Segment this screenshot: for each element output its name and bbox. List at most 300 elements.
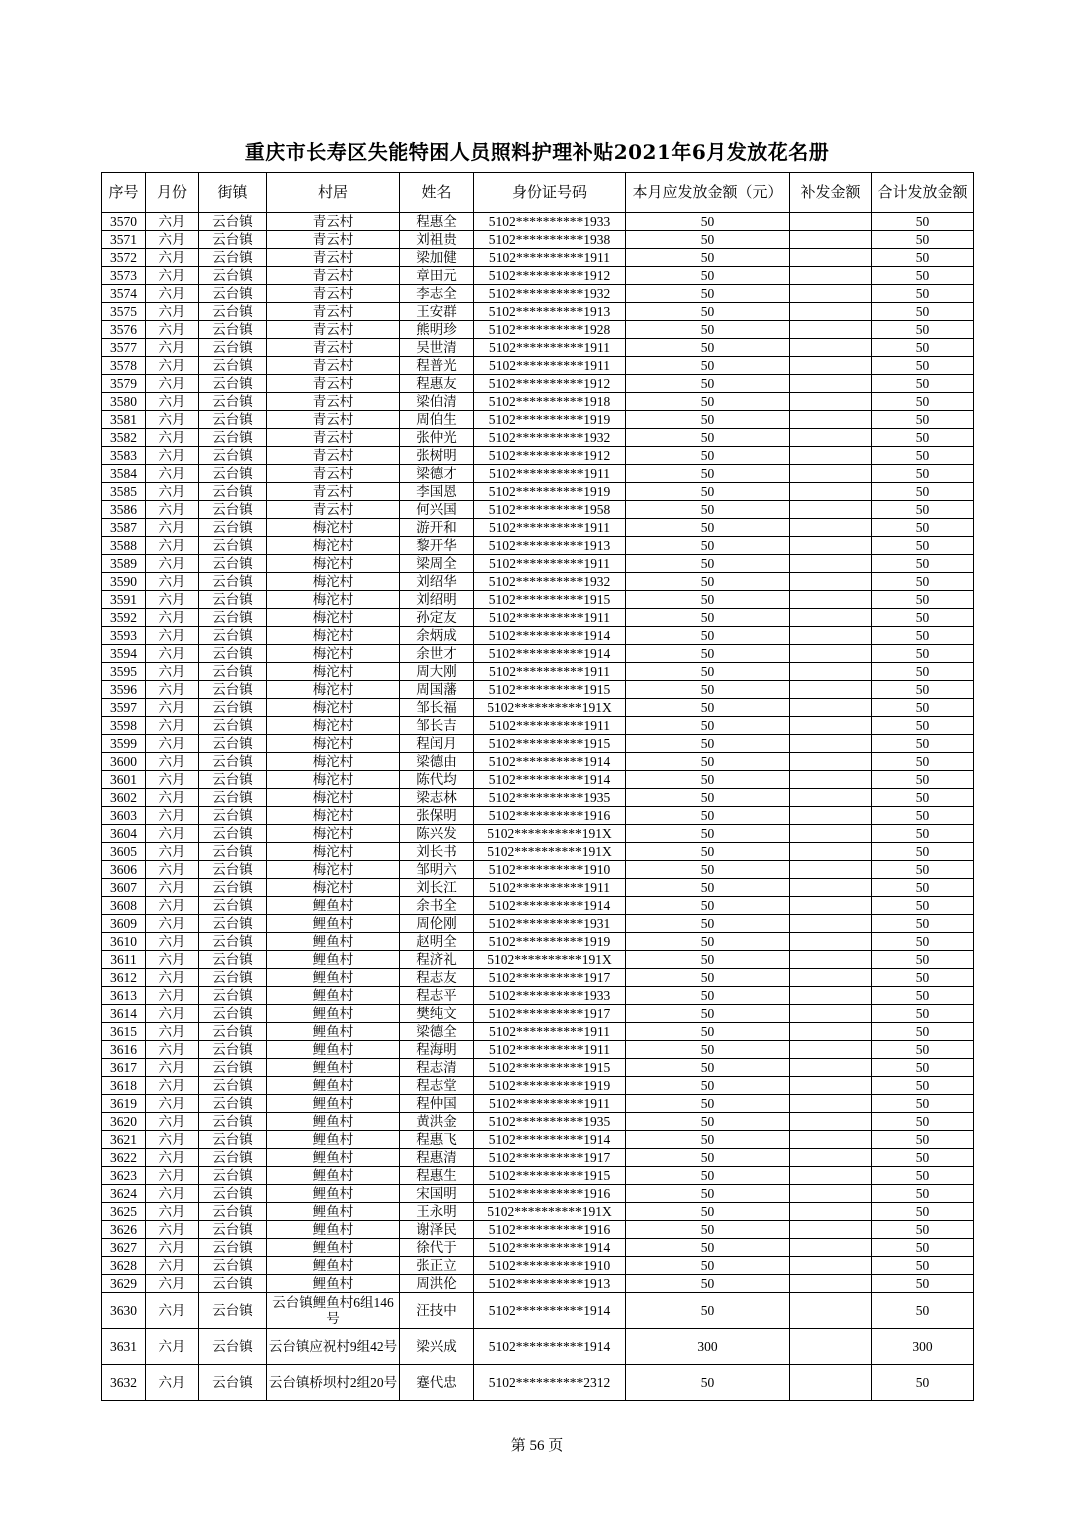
village-cell: 青云村 xyxy=(267,483,400,501)
village-cell: 鲤鱼村 xyxy=(267,1041,400,1059)
supplement-amount-cell xyxy=(790,951,872,969)
supplement-amount-cell xyxy=(790,1077,872,1095)
town-cell: 云台镇 xyxy=(199,1077,267,1095)
col-header-village: 村居 xyxy=(267,173,400,213)
table-row xyxy=(102,1203,974,1221)
month-cell: 六月 xyxy=(146,1293,199,1329)
seq-cell: 3583 xyxy=(102,447,146,465)
id-number-cell: 5102**********1914 xyxy=(474,627,626,645)
seq-cell: 3594 xyxy=(102,645,146,663)
name-cell: 游开和 xyxy=(400,519,474,537)
seq-cell: 3623 xyxy=(102,1167,146,1185)
table-row xyxy=(102,843,974,861)
due-amount-cell: 50 xyxy=(626,285,790,303)
supplement-amount-cell xyxy=(790,447,872,465)
id-number-cell: 5102**********191X xyxy=(474,843,626,861)
village-cell: 青云村 xyxy=(267,447,400,465)
id-number-cell: 5102**********1911 xyxy=(474,519,626,537)
table-row xyxy=(102,375,974,393)
name-cell: 程济礼 xyxy=(400,951,474,969)
total-amount-cell: 50 xyxy=(872,393,974,411)
village-cell: 青云村 xyxy=(267,303,400,321)
village-cell: 梅沱村 xyxy=(267,843,400,861)
due-amount-cell: 50 xyxy=(626,771,790,789)
town-cell: 云台镇 xyxy=(199,573,267,591)
supplement-amount-cell xyxy=(790,699,872,717)
town-cell: 云台镇 xyxy=(199,231,267,249)
id-number-cell: 5102**********1911 xyxy=(474,1041,626,1059)
town-cell: 云台镇 xyxy=(199,555,267,573)
town-cell: 云台镇 xyxy=(199,609,267,627)
month-cell: 六月 xyxy=(146,429,199,447)
village-cell: 梅沱村 xyxy=(267,591,400,609)
supplement-amount-cell xyxy=(790,483,872,501)
id-number-cell: 5102**********1911 xyxy=(474,717,626,735)
town-cell: 云台镇 xyxy=(199,1221,267,1239)
name-cell: 黄洪金 xyxy=(400,1113,474,1131)
month-cell: 六月 xyxy=(146,591,199,609)
name-cell: 宋国明 xyxy=(400,1185,474,1203)
due-amount-cell: 50 xyxy=(626,537,790,555)
village-cell: 青云村 xyxy=(267,321,400,339)
seq-cell: 3578 xyxy=(102,357,146,375)
name-cell: 程仲国 xyxy=(400,1095,474,1113)
village-cell: 梅沱村 xyxy=(267,645,400,663)
due-amount-cell: 50 xyxy=(626,1203,790,1221)
month-cell: 六月 xyxy=(146,357,199,375)
total-amount-cell: 50 xyxy=(872,501,974,519)
supplement-amount-cell xyxy=(790,1167,872,1185)
id-number-cell: 5102**********1910 xyxy=(474,1257,626,1275)
total-amount-cell: 50 xyxy=(872,609,974,627)
village-cell: 青云村 xyxy=(267,429,400,447)
month-cell: 六月 xyxy=(146,1365,199,1401)
due-amount-cell: 50 xyxy=(626,933,790,951)
village-cell: 鲤鱼村 xyxy=(267,1257,400,1275)
table-row xyxy=(102,537,974,555)
id-number-cell: 5102**********1917 xyxy=(474,1005,626,1023)
total-amount-cell: 50 xyxy=(872,1203,974,1221)
town-cell: 云台镇 xyxy=(199,501,267,519)
table-row xyxy=(102,1095,974,1113)
due-amount-cell: 50 xyxy=(626,1275,790,1293)
id-number-cell: 5102**********1916 xyxy=(474,1185,626,1203)
town-cell: 云台镇 xyxy=(199,915,267,933)
name-cell: 程闰月 xyxy=(400,735,474,753)
id-number-cell: 5102**********1935 xyxy=(474,789,626,807)
total-amount-cell: 50 xyxy=(872,1239,974,1257)
seq-cell: 3572 xyxy=(102,249,146,267)
table-row xyxy=(102,285,974,303)
table-row xyxy=(102,213,974,231)
town-cell: 云台镇 xyxy=(199,1257,267,1275)
name-cell: 梁志林 xyxy=(400,789,474,807)
village-cell: 青云村 xyxy=(267,393,400,411)
name-cell: 程普光 xyxy=(400,357,474,375)
supplement-amount-cell xyxy=(790,429,872,447)
town-cell: 云台镇 xyxy=(199,411,267,429)
due-amount-cell: 50 xyxy=(626,375,790,393)
due-amount-cell: 50 xyxy=(626,393,790,411)
supplement-amount-cell xyxy=(790,879,872,897)
id-number-cell: 5102**********1911 xyxy=(474,465,626,483)
id-number-cell: 5102**********1915 xyxy=(474,1167,626,1185)
due-amount-cell: 50 xyxy=(626,717,790,735)
supplement-amount-cell xyxy=(790,1113,872,1131)
supplement-amount-cell xyxy=(790,789,872,807)
seq-cell: 3612 xyxy=(102,969,146,987)
total-amount-cell: 50 xyxy=(872,465,974,483)
due-amount-cell: 50 xyxy=(626,1167,790,1185)
table-row xyxy=(102,861,974,879)
name-cell: 张保明 xyxy=(400,807,474,825)
town-cell: 云台镇 xyxy=(199,285,267,303)
seq-cell: 3610 xyxy=(102,933,146,951)
due-amount-cell: 50 xyxy=(626,663,790,681)
supplement-amount-cell xyxy=(790,969,872,987)
month-cell: 六月 xyxy=(146,465,199,483)
name-cell: 程惠全 xyxy=(400,213,474,231)
village-cell: 梅沱村 xyxy=(267,717,400,735)
total-amount-cell: 50 xyxy=(872,249,974,267)
table-row xyxy=(102,1005,974,1023)
id-number-cell: 5102**********1914 xyxy=(474,753,626,771)
supplement-amount-cell xyxy=(790,1275,872,1293)
month-cell: 六月 xyxy=(146,1113,199,1131)
table-row xyxy=(102,1149,974,1167)
village-cell: 鲤鱼村 xyxy=(267,987,400,1005)
id-number-cell: 5102**********1918 xyxy=(474,393,626,411)
id-number-cell: 5102**********1910 xyxy=(474,861,626,879)
seq-cell: 3604 xyxy=(102,825,146,843)
col-header-name: 姓名 xyxy=(400,173,474,213)
total-amount-cell: 50 xyxy=(872,1365,974,1401)
total-amount-cell: 50 xyxy=(872,303,974,321)
table-row xyxy=(102,303,974,321)
id-number-cell: 5102**********1928 xyxy=(474,321,626,339)
due-amount-cell: 50 xyxy=(626,465,790,483)
name-cell: 梁德由 xyxy=(400,753,474,771)
village-cell: 梅沱村 xyxy=(267,537,400,555)
town-cell: 云台镇 xyxy=(199,1293,267,1329)
supplement-amount-cell xyxy=(790,231,872,249)
town-cell: 云台镇 xyxy=(199,753,267,771)
due-amount-cell: 50 xyxy=(626,555,790,573)
total-amount-cell: 50 xyxy=(872,699,974,717)
due-amount-cell: 50 xyxy=(626,267,790,285)
village-cell: 青云村 xyxy=(267,501,400,519)
seq-cell: 3626 xyxy=(102,1221,146,1239)
table-row xyxy=(102,1329,974,1365)
name-cell: 蹇代忠 xyxy=(400,1365,474,1401)
id-number-cell: 5102**********1917 xyxy=(474,969,626,987)
total-amount-cell: 50 xyxy=(872,1149,974,1167)
month-cell: 六月 xyxy=(146,447,199,465)
id-number-cell: 5102**********1917 xyxy=(474,1149,626,1167)
supplement-amount-cell xyxy=(790,1365,872,1401)
village-cell: 青云村 xyxy=(267,231,400,249)
supplement-amount-cell xyxy=(790,303,872,321)
town-cell: 云台镇 xyxy=(199,951,267,969)
supplement-amount-cell xyxy=(790,825,872,843)
id-number-cell: 5102**********1911 xyxy=(474,1023,626,1041)
seq-cell: 3631 xyxy=(102,1329,146,1365)
supplement-amount-cell xyxy=(790,375,872,393)
seq-cell: 3600 xyxy=(102,753,146,771)
table-row xyxy=(102,1077,974,1095)
id-number-cell: 5102**********191X xyxy=(474,951,626,969)
seq-cell: 3630 xyxy=(102,1293,146,1329)
name-cell: 刘长江 xyxy=(400,879,474,897)
supplement-amount-cell xyxy=(790,645,872,663)
subsidy-roster-table xyxy=(101,172,974,1401)
seq-cell: 3574 xyxy=(102,285,146,303)
id-number-cell: 5102**********1915 xyxy=(474,681,626,699)
name-cell: 周洪伦 xyxy=(400,1275,474,1293)
seq-cell: 3585 xyxy=(102,483,146,501)
village-cell: 云台镇应祝村9组42号 xyxy=(267,1329,400,1365)
due-amount-cell: 50 xyxy=(626,231,790,249)
village-cell: 梅沱村 xyxy=(267,735,400,753)
village-cell: 鲤鱼村 xyxy=(267,1221,400,1239)
supplement-amount-cell xyxy=(790,519,872,537)
town-cell: 云台镇 xyxy=(199,1149,267,1167)
id-number-cell: 5102**********1911 xyxy=(474,555,626,573)
table-row xyxy=(102,555,974,573)
month-cell: 六月 xyxy=(146,717,199,735)
total-amount-cell: 50 xyxy=(872,573,974,591)
name-cell: 刘绍华 xyxy=(400,573,474,591)
id-number-cell: 5102**********1914 xyxy=(474,1293,626,1329)
town-cell: 云台镇 xyxy=(199,645,267,663)
due-amount-cell: 50 xyxy=(626,699,790,717)
seq-cell: 3624 xyxy=(102,1185,146,1203)
due-amount-cell: 50 xyxy=(626,951,790,969)
name-cell: 陈代均 xyxy=(400,771,474,789)
table-row xyxy=(102,1185,974,1203)
id-number-cell: 5102**********1915 xyxy=(474,591,626,609)
town-cell: 云台镇 xyxy=(199,1185,267,1203)
due-amount-cell: 50 xyxy=(626,1131,790,1149)
seq-cell: 3588 xyxy=(102,537,146,555)
name-cell: 何兴国 xyxy=(400,501,474,519)
village-cell: 云台镇鲤鱼村6组146号 xyxy=(267,1293,400,1329)
village-cell: 青云村 xyxy=(267,249,400,267)
total-amount-cell: 50 xyxy=(872,753,974,771)
seq-cell: 3579 xyxy=(102,375,146,393)
roster-body xyxy=(102,213,974,1401)
supplement-amount-cell xyxy=(790,1023,872,1041)
supplement-amount-cell xyxy=(790,555,872,573)
due-amount-cell: 50 xyxy=(626,753,790,771)
due-amount-cell: 50 xyxy=(626,681,790,699)
village-cell: 梅沱村 xyxy=(267,771,400,789)
total-amount-cell: 50 xyxy=(872,627,974,645)
name-cell: 赵明全 xyxy=(400,933,474,951)
due-amount-cell: 50 xyxy=(626,1041,790,1059)
due-amount-cell: 50 xyxy=(626,627,790,645)
supplement-amount-cell xyxy=(790,933,872,951)
total-amount-cell: 50 xyxy=(872,771,974,789)
id-number-cell: 5102**********1914 xyxy=(474,1329,626,1365)
month-cell: 六月 xyxy=(146,231,199,249)
supplement-amount-cell xyxy=(790,537,872,555)
supplement-amount-cell xyxy=(790,771,872,789)
month-cell: 六月 xyxy=(146,933,199,951)
name-cell: 周伦刚 xyxy=(400,915,474,933)
table-row xyxy=(102,879,974,897)
due-amount-cell: 50 xyxy=(626,645,790,663)
supplement-amount-cell xyxy=(790,1005,872,1023)
supplement-amount-cell xyxy=(790,753,872,771)
name-cell: 熊明珍 xyxy=(400,321,474,339)
table-row xyxy=(102,645,974,663)
town-cell: 云台镇 xyxy=(199,537,267,555)
id-number-cell: 5102**********1916 xyxy=(474,1221,626,1239)
village-cell: 鲤鱼村 xyxy=(267,1239,400,1257)
town-cell: 云台镇 xyxy=(199,735,267,753)
supplement-amount-cell xyxy=(790,627,872,645)
village-cell: 梅沱村 xyxy=(267,627,400,645)
id-number-cell: 5102**********1913 xyxy=(474,537,626,555)
table-row xyxy=(102,267,974,285)
supplement-amount-cell xyxy=(790,321,872,339)
id-number-cell: 5102**********1914 xyxy=(474,1131,626,1149)
town-cell: 云台镇 xyxy=(199,627,267,645)
due-amount-cell: 50 xyxy=(626,789,790,807)
village-cell: 鲤鱼村 xyxy=(267,1095,400,1113)
supplement-amount-cell xyxy=(790,1059,872,1077)
month-cell: 六月 xyxy=(146,1185,199,1203)
town-cell: 云台镇 xyxy=(199,483,267,501)
town-cell: 云台镇 xyxy=(199,717,267,735)
name-cell: 刘长书 xyxy=(400,843,474,861)
seq-cell: 3628 xyxy=(102,1257,146,1275)
due-amount-cell: 300 xyxy=(626,1329,790,1365)
name-cell: 梁德全 xyxy=(400,1023,474,1041)
village-cell: 鲤鱼村 xyxy=(267,1203,400,1221)
total-amount-cell: 50 xyxy=(872,447,974,465)
supplement-amount-cell xyxy=(790,573,872,591)
village-cell: 梅沱村 xyxy=(267,807,400,825)
table-row xyxy=(102,717,974,735)
seq-cell: 3595 xyxy=(102,663,146,681)
seq-cell: 3592 xyxy=(102,609,146,627)
due-amount-cell: 50 xyxy=(626,1077,790,1095)
seq-cell: 3576 xyxy=(102,321,146,339)
month-cell: 六月 xyxy=(146,789,199,807)
total-amount-cell: 50 xyxy=(872,339,974,357)
name-cell: 谢泽民 xyxy=(400,1221,474,1239)
total-amount-cell: 50 xyxy=(872,321,974,339)
seq-cell: 3581 xyxy=(102,411,146,429)
id-number-cell: 5102**********1932 xyxy=(474,429,626,447)
id-number-cell: 5102**********1919 xyxy=(474,1077,626,1095)
village-cell: 梅沱村 xyxy=(267,519,400,537)
total-amount-cell: 50 xyxy=(872,879,974,897)
id-number-cell: 5102**********1916 xyxy=(474,807,626,825)
total-amount-cell: 50 xyxy=(872,1275,974,1293)
town-cell: 云台镇 xyxy=(199,1365,267,1401)
town-cell: 云台镇 xyxy=(199,267,267,285)
supplement-amount-cell xyxy=(790,339,872,357)
total-amount-cell: 50 xyxy=(872,735,974,753)
col-header-town: 街镇 xyxy=(199,173,267,213)
name-cell: 周国藩 xyxy=(400,681,474,699)
village-cell: 青云村 xyxy=(267,213,400,231)
name-cell: 邹明六 xyxy=(400,861,474,879)
month-cell: 六月 xyxy=(146,285,199,303)
name-cell: 樊纯文 xyxy=(400,1005,474,1023)
month-cell: 六月 xyxy=(146,1329,199,1365)
id-number-cell: 5102**********1933 xyxy=(474,213,626,231)
table-row xyxy=(102,447,974,465)
header-row xyxy=(102,173,974,213)
month-cell: 六月 xyxy=(146,501,199,519)
name-cell: 王永明 xyxy=(400,1203,474,1221)
due-amount-cell: 50 xyxy=(626,213,790,231)
seq-cell: 3616 xyxy=(102,1041,146,1059)
town-cell: 云台镇 xyxy=(199,663,267,681)
village-cell: 鲤鱼村 xyxy=(267,1077,400,1095)
due-amount-cell: 50 xyxy=(626,483,790,501)
village-cell: 云台镇桥坝村2组20号 xyxy=(267,1365,400,1401)
seq-cell: 3621 xyxy=(102,1131,146,1149)
table-row xyxy=(102,249,974,267)
total-amount-cell: 50 xyxy=(872,285,974,303)
due-amount-cell: 50 xyxy=(626,1005,790,1023)
month-cell: 六月 xyxy=(146,249,199,267)
month-cell: 六月 xyxy=(146,879,199,897)
seq-cell: 3587 xyxy=(102,519,146,537)
name-cell: 程志堂 xyxy=(400,1077,474,1095)
table-row xyxy=(102,735,974,753)
table-row xyxy=(102,969,974,987)
due-amount-cell: 50 xyxy=(626,1257,790,1275)
id-number-cell: 5102**********191X xyxy=(474,825,626,843)
month-cell: 六月 xyxy=(146,1005,199,1023)
town-cell: 云台镇 xyxy=(199,393,267,411)
town-cell: 云台镇 xyxy=(199,1023,267,1041)
total-amount-cell: 50 xyxy=(872,969,974,987)
month-cell: 六月 xyxy=(146,1149,199,1167)
village-cell: 鲤鱼村 xyxy=(267,1113,400,1131)
village-cell: 梅沱村 xyxy=(267,699,400,717)
town-cell: 云台镇 xyxy=(199,987,267,1005)
name-cell: 梁伯清 xyxy=(400,393,474,411)
table-row xyxy=(102,897,974,915)
total-amount-cell: 50 xyxy=(872,825,974,843)
name-cell: 刘绍明 xyxy=(400,591,474,609)
total-amount-cell: 50 xyxy=(872,1077,974,1095)
table-row xyxy=(102,915,974,933)
town-cell: 云台镇 xyxy=(199,321,267,339)
supplement-amount-cell xyxy=(790,1095,872,1113)
due-amount-cell: 50 xyxy=(626,339,790,357)
village-cell: 鲤鱼村 xyxy=(267,915,400,933)
due-amount-cell: 50 xyxy=(626,969,790,987)
seq-cell: 3611 xyxy=(102,951,146,969)
table-row xyxy=(102,609,974,627)
id-number-cell: 5102**********1911 xyxy=(474,339,626,357)
table-row xyxy=(102,429,974,447)
table-row xyxy=(102,699,974,717)
seq-cell: 3607 xyxy=(102,879,146,897)
town-cell: 云台镇 xyxy=(199,213,267,231)
due-amount-cell: 50 xyxy=(626,1113,790,1131)
id-number-cell: 5102**********1914 xyxy=(474,1239,626,1257)
table-row xyxy=(102,411,974,429)
